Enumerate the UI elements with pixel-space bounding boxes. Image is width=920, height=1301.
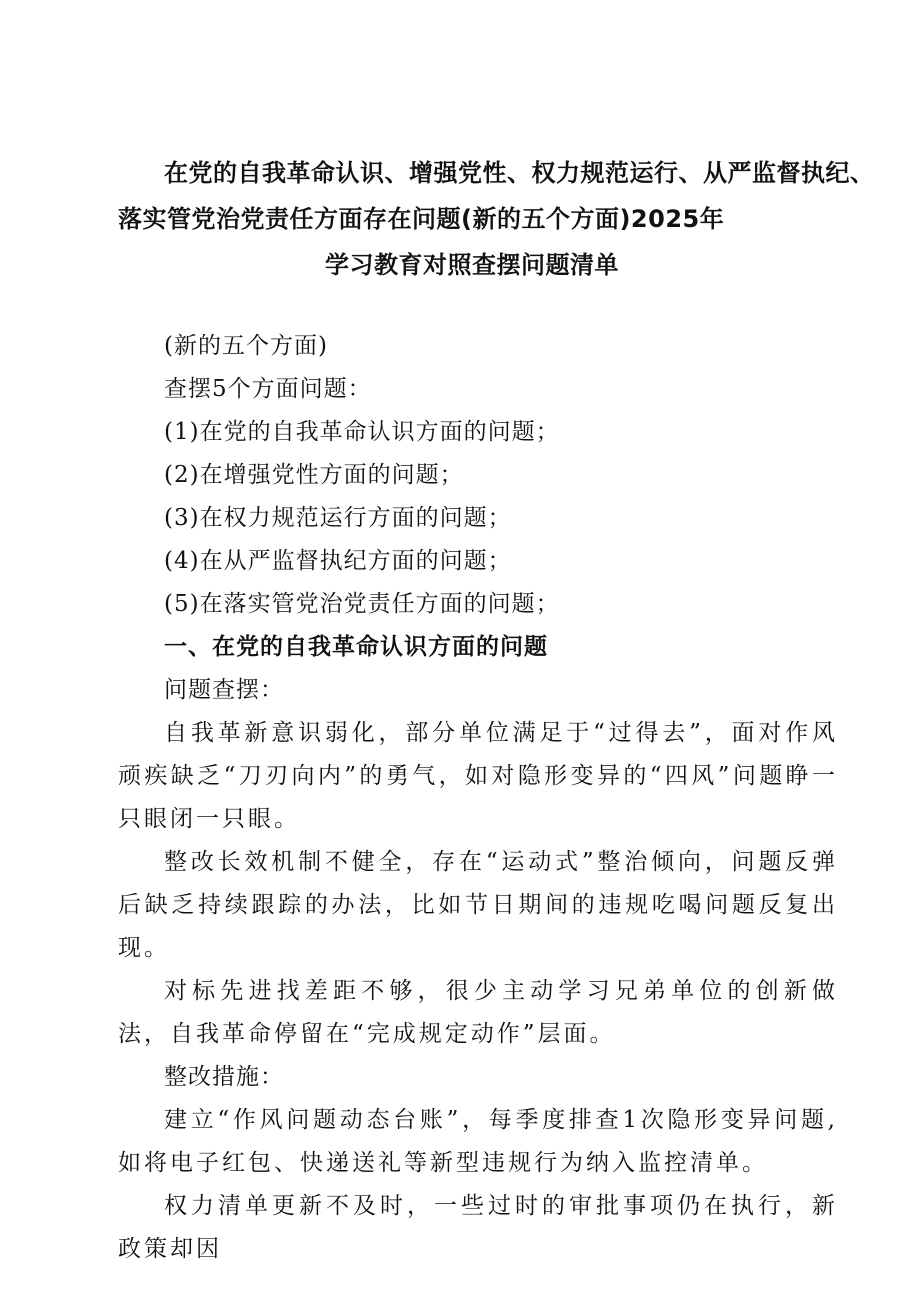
list-item: (4)在从严监督执纪方面的问题；: [164, 548, 512, 574]
title-line-1: 在党的自我革命认识、增强党性、权力规范运行、从严监督执纪、: [164, 159, 875, 187]
list-item: (3)在权力规范运行方面的问题；: [164, 505, 512, 531]
problem-paragraph: 自我革新意识弱化，部分单位满足于“过得去”，面对作风顽疾缺乏“刀刃向内”的勇气，如对隐形变异的“四风”问题睁一只眼闭一只眼。: [118, 720, 838, 832]
document-title: [118, 150, 875, 288]
measures-label: 整改措施：: [164, 1064, 284, 1090]
section-heading: 一、在党的自我革命认识方面的问题: [164, 634, 548, 660]
list-item: (1)在党的自我革命认识方面的问题；: [164, 419, 560, 445]
list-item: (2)在增强党性方面的问题；: [164, 462, 464, 488]
title-line-2: 落实管党治党责任方面存在问题(新的五个方面)2025年: [118, 205, 725, 233]
subtitle: (新的五个方面): [164, 333, 328, 359]
list-item: (5)在落实管党治党责任方面的问题；: [164, 591, 560, 617]
intro-lead: 查摆5个方面问题：: [164, 376, 372, 402]
problem-paragraph: 对标先进找差距不够，很少主动学习兄弟单位的创新做法，自我革命停留在“完成规定动作”层面。: [118, 978, 838, 1047]
measure-paragraph: 建立“作风问题动态台账”，每季度排查1次隐形变异问题,如将电子红包、快递送礼等新型违规行为纳入监控清单。: [118, 1107, 838, 1176]
title-line-3: 学习教育对照查摆问题清单: [325, 251, 619, 279]
document-body: [118, 325, 838, 1271]
problems-label: 问题查摆：: [164, 677, 284, 703]
measure-paragraph: 权力清单更新不及时，一些过时的审批事项仍在执行，新政策却因: [118, 1193, 838, 1262]
problem-paragraph: 整改长效机制不健全，存在“运动式”整治倾向，问题反弹后缺乏持续跟踪的办法，比如节日期间的违规吃喝问题反复出现。: [118, 849, 838, 961]
